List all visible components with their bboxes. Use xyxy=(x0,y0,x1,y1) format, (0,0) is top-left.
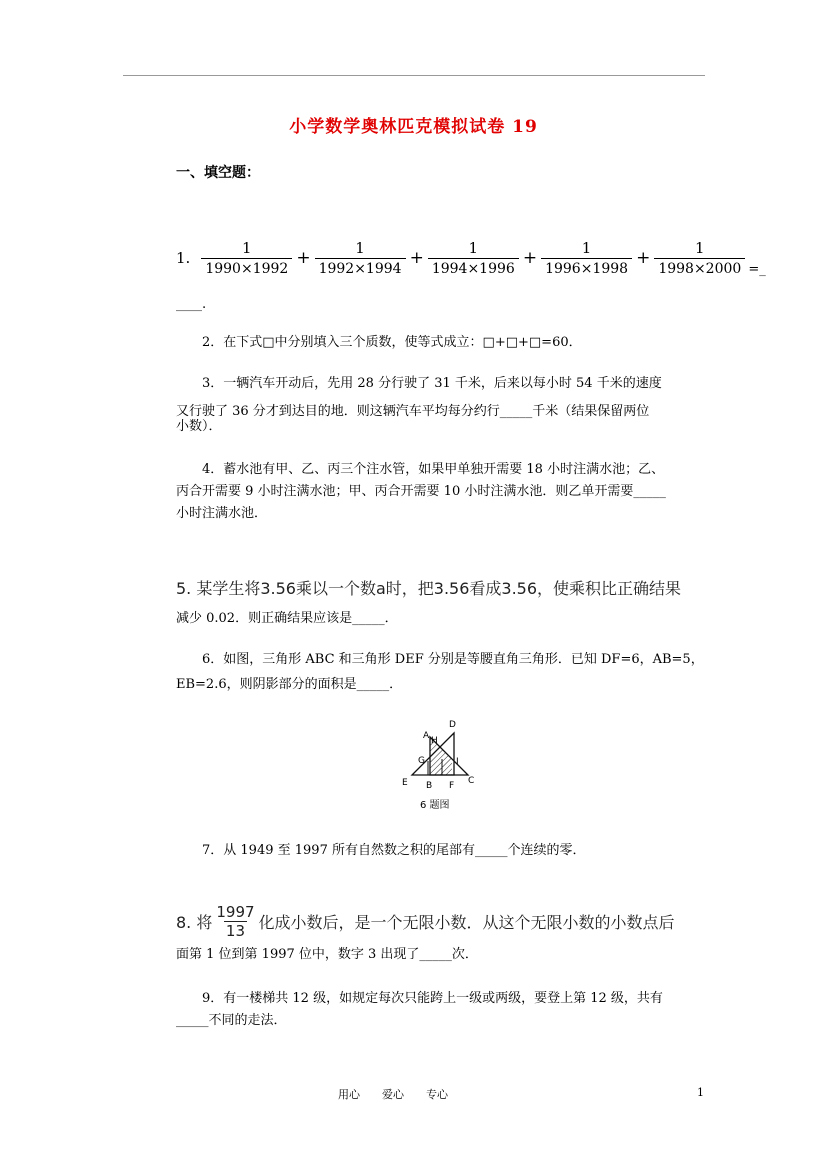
question-7: 7．从 1949 至 1997 所有自然数之积的尾部有_____个连续的零． xyxy=(202,843,586,858)
page-number: 1 xyxy=(697,1086,704,1099)
label-i: I xyxy=(456,757,459,767)
question-2: 2．在下式□中分别填入三个质数，使等式成立：□+□+□=60． xyxy=(202,335,582,350)
question-5-line-2: 减少 0.02．则正确结果应该是_____． xyxy=(176,611,398,626)
question-4-line-3: 小时注满水池． xyxy=(176,506,268,521)
question-5-line-1: 5. 某学生将3.56乘以一个数a时，把3.56看成3.56，使乘积比正确结果 xyxy=(176,579,682,598)
footer-slogan: 用心 爱心 专心 xyxy=(338,1088,448,1101)
plus-sign: + xyxy=(296,248,311,268)
question-9-line-1: 9．有一楼梯共 12 级，如规定每次只能跨上一级或两级，要登上第 12 级，共有 xyxy=(202,991,663,1006)
q1-blank: ____. xyxy=(176,297,207,312)
q1-fraction-1: $\frac{1}{1990\times 1992}$ xyxy=(201,239,292,277)
question-4-line-1: 4．蓄水池有甲、乙、丙三个注水管，如果甲单独开需要 18 小时注满水池；乙、 xyxy=(202,462,665,477)
question-3-line-3: 小数）． xyxy=(176,419,222,434)
question-6-line-2: EB=2.6，则阴影部分的面积是_____． xyxy=(176,677,403,692)
label-a: A xyxy=(423,731,430,741)
q1-fraction-3: $\frac{1}{1994\times 1996}$ xyxy=(428,239,519,277)
label-b: B xyxy=(426,781,433,791)
q1-fraction-2: $\frac{1}{1992\times 1994}$ xyxy=(315,239,406,277)
q1-fraction-4: $\frac{1}{1996\times 1998}$ xyxy=(541,239,632,277)
plus-sign: + xyxy=(636,248,651,268)
section-heading: 一、填空题： xyxy=(176,165,260,181)
question-1 xyxy=(176,233,766,283)
label-c: C xyxy=(468,776,475,786)
q1-equals: =_ xyxy=(748,262,766,277)
label-d: D xyxy=(449,720,456,730)
page-title: 小学数学奥林匹克模拟试卷 19 xyxy=(289,117,538,137)
plus-sign: + xyxy=(409,248,424,268)
q8-fraction: $\frac{1997}{13}$ xyxy=(216,903,255,940)
question-8-line-2: 面第 1 位到第 1997 位中，数字 3 出现了_____次． xyxy=(176,947,478,962)
triangle-figure xyxy=(398,715,482,813)
question-3-line-2: 又行驶了 36 分才到达目的地．则这辆汽车平均每分约行_____千米（结果保留两位 xyxy=(176,404,650,419)
plus-sign: + xyxy=(522,248,538,268)
label-h: H xyxy=(431,736,438,746)
label-e: E xyxy=(402,778,408,788)
figure-caption: 6 题图 xyxy=(420,800,450,811)
header-rule xyxy=(123,75,705,76)
question-6-line-1: 6．如图，三角形 ABC 和三角形 DEF 分别是等腰直角三角形．已知 DF=6，AB=5， xyxy=(202,652,704,667)
q1-fraction-5: $\frac{1}{1998\times 2000}$ xyxy=(654,239,745,277)
q8-prefix: 8. 将 xyxy=(176,913,213,932)
label-f: F xyxy=(449,781,455,791)
question-9-line-2: _____不同的走法． xyxy=(176,1013,287,1028)
label-g: G xyxy=(418,756,425,766)
q1-number: 1. xyxy=(176,249,191,267)
q8-suffix: 化成小数后，是一个无限小数．从这个无限小数的小数点后 xyxy=(258,913,675,932)
question-8-line-1 xyxy=(176,903,675,940)
question-3-line-1: 3．一辆汽车开动后，先用 28 分行驶了 31 千米，后来以每小时 54 千米的速度 xyxy=(202,376,662,391)
question-4-line-2: 丙合开需要 9 小时注满水池；甲、丙合开需要 10 小时注满水池．则乙单开需要_____ xyxy=(176,484,666,499)
